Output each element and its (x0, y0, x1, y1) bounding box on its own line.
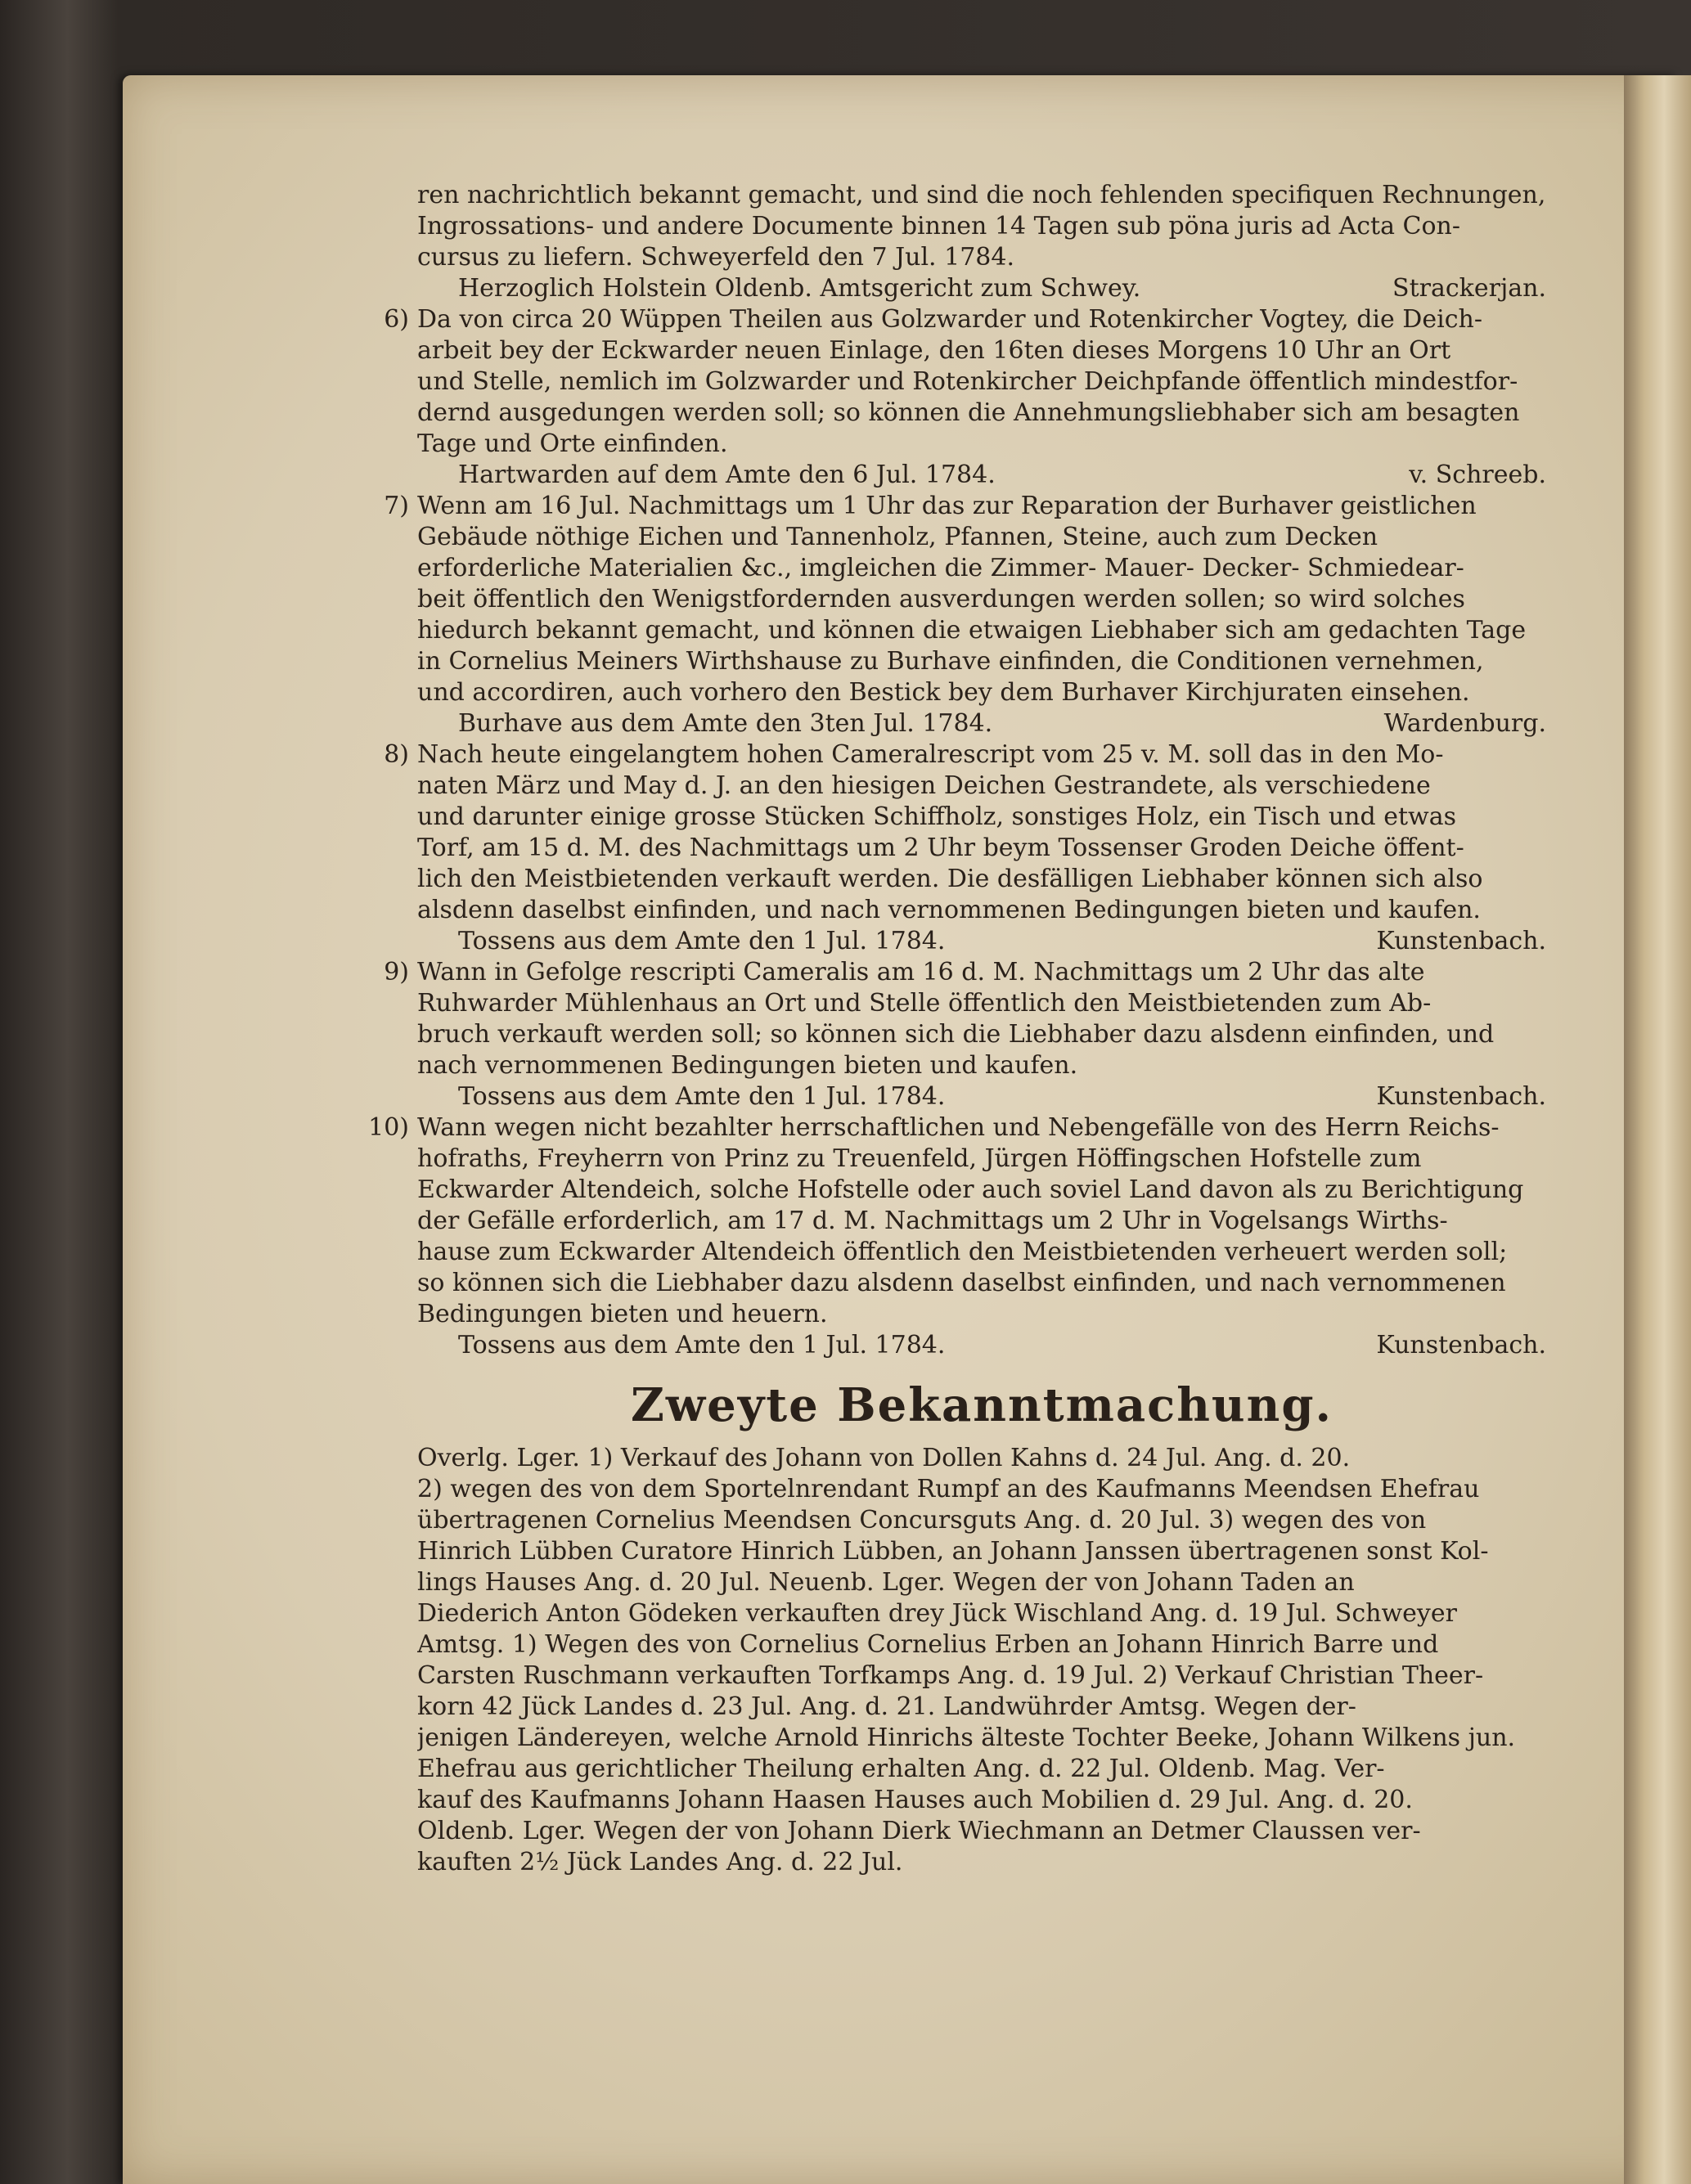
text-line: kauf des Kaufmanns Johann Haasen Hauses auch Mobilien d. 29 Jul. Ang. d. 20. (417, 1786, 1413, 1814)
signature-place: Hartwarden auf dem Amte den 6 Jul. 1784. (458, 461, 996, 489)
item-number: 10) (368, 1113, 409, 1142)
signature-name: Strackerjan. (1392, 274, 1546, 303)
notice-item-7 (384, 491, 1546, 739)
text-line: dernd ausgedungen werden soll; so können die Annehmungsliebhaber sich am besagten (417, 398, 1520, 427)
text-line: Amtsg. 1) Wegen des von Cornelius Cornelius Erben an Johann Hinrich Barre und (417, 1630, 1439, 1659)
intro-block (417, 180, 1546, 304)
signature-place: Tossens aus dem Amte den 1 Jul. 1784. (458, 927, 946, 955)
text-line: Ehefrau aus gerichtlicher Theilung erhalten Ang. d. 22 Jul. Oldenb. Mag. Ver- (417, 1755, 1385, 1783)
text-line: Wann in Gefolge rescripti Cameralis am 16 d. M. Nachmittags um 2 Uhr das alte (417, 958, 1425, 986)
signature-line (417, 460, 1546, 491)
text-line: lings Hauses Ang. d. 20 Jul. Neuenb. Lger. Wegen der von Johann Taden an (417, 1568, 1355, 1597)
text-line: naten März und May d. J. an den hiesigen Deichen Gestrandete, als verschiedene (417, 771, 1431, 800)
text-line: beit öffentlich den Wenigstfordernden ausverdungen werden sollen; so wird solches (417, 585, 1465, 613)
text-line: so können sich die Liebhaber dazu alsdenn daselbst einfinden, und nach vernommenen (417, 1269, 1506, 1297)
text-line: bruch verkauft werden soll; so können sich die Liebhaber dazu alsdenn einfinden, und (417, 1020, 1495, 1049)
text-line: lich den Meistbietenden verkauft werden. Die desfälligen Liebhaber können sich also (417, 865, 1483, 893)
text-line: 2) wegen des von dem Sportelnrendant Rumpf an des Kaufmanns Meendsen Ehefrau (417, 1475, 1480, 1503)
item-number: 9) (384, 958, 409, 986)
notice-item-8 (384, 739, 1546, 957)
text-line: Oldenb. Lger. Wegen der von Johann Dierk Wiechmann an Detmer Claussen ver- (417, 1817, 1421, 1845)
second-announcement-block (417, 1443, 1546, 1878)
item-number: 6) (384, 305, 409, 334)
text-line: Hinrich Lübben Curatore Hinrich Lübben, an Johann Janssen übertragenen sonst Kol- (417, 1537, 1489, 1566)
text-line: korn 42 Jück Landes d. 23 Jul. Ang. d. 21. Landwührder Amtsg. Wegen der- (417, 1692, 1356, 1721)
signature-place: Tossens aus dem Amte den 1 Jul. 1784. (458, 1082, 946, 1111)
page-text (368, 180, 1546, 1878)
signature-place: Tossens aus dem Amte den 1 Jul. 1784. (458, 1331, 946, 1359)
text-line: der Gefälle erforderlich, am 17 d. M. Nachmittags um 2 Uhr in Vogelsangs Wirths- (417, 1207, 1448, 1235)
notice-item-9 (384, 957, 1546, 1112)
text-line: Gebäude nöthige Eichen und Tannenholz, Pfannen, Steine, auch zum Decken (417, 523, 1378, 551)
signature-line (417, 1330, 1546, 1361)
text-line: hause zum Eckwarder Altendeich öffentlich den Meistbietenden verheuert werden soll; (417, 1238, 1508, 1266)
text-line: und darunter einige grosse Stücken Schiffholz, sonstiges Holz, ein Tisch und etwas (417, 802, 1456, 831)
text-line: hofraths, Freyherrn von Prinz zu Treuenfeld, Jürgen Höffingschen Hofstelle zum (417, 1144, 1422, 1173)
signature-line (417, 1081, 1546, 1112)
item-number: 8) (384, 740, 409, 769)
text-line: erforderliche Materialien &c., imgleichen die Zimmer- Mauer- Decker- Schmiedear- (417, 554, 1464, 582)
text-line: Wenn am 16 Jul. Nachmittags um 1 Uhr das zur Reparation der Burhaver geistlichen (417, 492, 1477, 520)
section-heading: Zweyte Bekanntmachung. (630, 1378, 1333, 1432)
signature-name: Wardenburg. (1383, 709, 1546, 738)
text-line: Carsten Ruschmann verkauften Torfkamps Ang. d. 19 Jul. 2) Verkauf Christian Theer- (417, 1661, 1484, 1690)
text-line: cursus zu liefern. Schweyerfeld den 7 Jul. 1784. (417, 243, 1014, 272)
text-line: ren nachrichtlich bekannt gemacht, und sind die noch fehlenden specifiquen Rechnungen, (417, 181, 1546, 209)
text-line: Nach heute eingelangtem hohen Cameralrescript vom 25 v. M. soll das in den Mo- (417, 740, 1444, 769)
text-line: Torf, am 15 d. M. des Nachmittags um 2 Uhr beym Tossenser Groden Deiche öffent- (417, 834, 1464, 862)
book-gutter (1624, 75, 1691, 2184)
text-line: kauften 2½ Jück Landes Ang. d. 22 Jul. (417, 1848, 903, 1876)
text-line: nach vernommenen Bedingungen bieten und kaufen. (417, 1051, 1078, 1080)
text-line: Ruhwarder Mühlenhaus an Ort und Stelle öffentlich den Meistbietenden zum Ab- (417, 989, 1432, 1018)
text-line: Bedingungen bieten und heuern. (417, 1300, 828, 1328)
text-line: arbeit bey der Eckwarder neuen Einlage, den 16ten dieses Morgens 10 Uhr an Ort (417, 336, 1451, 365)
text-line: Overlg. Lger. 1) Verkauf des Johann von Dollen Kahns d. 24 Jul. Ang. d. 20. (417, 1444, 1351, 1472)
signature-name: Kunstenbach. (1376, 927, 1546, 955)
signature-name: Kunstenbach. (1376, 1331, 1546, 1359)
text-line: alsdenn daselbst einfinden, und nach vernommenen Bedingungen bieten und kaufen. (417, 896, 1481, 924)
notice-item-10 (368, 1112, 1546, 1361)
signature-line (417, 708, 1546, 739)
text-line: Ingrossations- und andere Documente binnen 14 Tagen sub pöna juris ad Acta Con- (417, 212, 1460, 240)
text-line: Wann wegen nicht bezahlter herrschaftlichen und Nebengefälle von des Herrn Reichs- (417, 1113, 1500, 1142)
text-line: und Stelle, nemlich im Golzwarder und Rotenkircher Deichpfande öffentlich mindestfor- (417, 367, 1518, 396)
text-line: Tage und Orte einfinden. (417, 429, 728, 458)
signature-line (417, 926, 1546, 957)
signature-place: Burhave aus dem Amte den 3ten Jul. 1784. (458, 709, 993, 738)
text-line: Da von circa 20 Wüppen Theilen aus Golzwarder und Rotenkircher Vogtey, die Deich- (417, 305, 1482, 334)
item-number: 7) (384, 492, 409, 520)
text-line: und accordiren, auch vorhero den Bestick bey dem Burhaver Kirchjuraten einsehen. (417, 678, 1470, 707)
text-line: übertragenen Cornelius Meendsen Concursguts Ang. d. 20 Jul. 3) wegen des von (417, 1506, 1427, 1535)
signature-line (417, 273, 1546, 304)
text-line: hiedurch bekannt gemacht, und können die etwaigen Liebhaber sich am gedachten Tage (417, 616, 1527, 645)
text-line: Diederich Anton Gödeken verkauften drey Jück Wischland Ang. d. 19 Jul. Schweyer (417, 1599, 1457, 1628)
signature-place: Herzoglich Holstein Oldenb. Amtsgericht zum Schwey. (458, 274, 1141, 303)
text-line: jenigen Ländereyen, welche Arnold Hinrichs älteste Tochter Beeke, Johann Wilkens jun. (417, 1723, 1516, 1752)
notice-item-6 (384, 304, 1546, 491)
text-line: Eckwarder Altendeich, solche Hofstelle oder auch soviel Land davon als zu Berichtigung (417, 1175, 1524, 1204)
signature-name: v. Schreeb. (1409, 461, 1546, 489)
signature-name: Kunstenbach. (1376, 1082, 1546, 1111)
text-line: in Cornelius Meiners Wirthshause zu Burhave einfinden, die Conditionen vernehmen, (417, 647, 1484, 676)
